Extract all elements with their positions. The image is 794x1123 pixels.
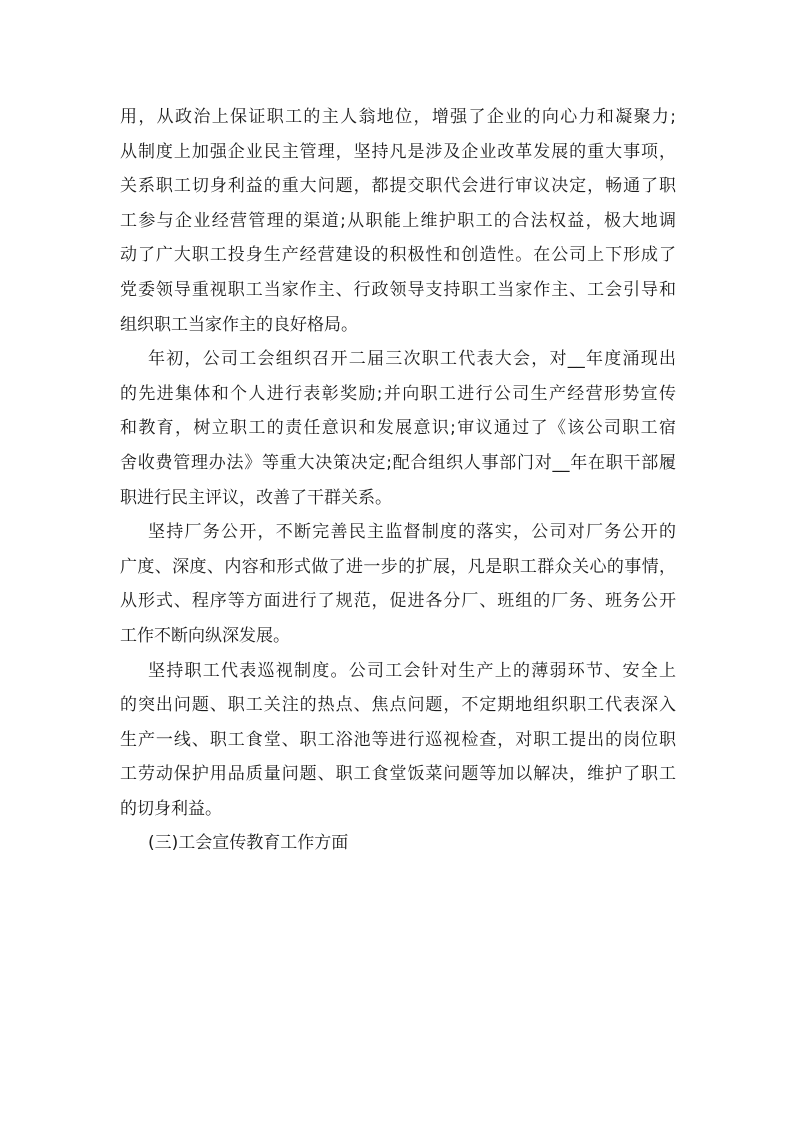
paragraph-1 xyxy=(120,100,676,342)
text-line: 工参与企业经营管理的渠道;从职能上维护职工的合法权益，极大地调 xyxy=(120,210,676,231)
paragraph-2 xyxy=(120,342,676,514)
text-line: 生产一线、职工食堂、职工浴池等进行巡视检查，对职工提出的岗位职 xyxy=(120,729,676,750)
text-line: 的先进集体和个人进行表彰奖励;并向职工进行公司生产经营形势宣传 xyxy=(120,383,676,404)
text-line: 和教育，树立职工的责任意识和发展意识;审议通过了《该公司职工宿 xyxy=(120,418,676,439)
text-line: 职进行民主评议，改善了干群关系。 xyxy=(120,487,392,508)
text-line: 的突出问题、职工关注的热点、焦点问题，不定期地组织职工代表深入 xyxy=(120,695,676,716)
text-line: 组织职工当家作主的良好格局。 xyxy=(120,314,358,335)
document-body xyxy=(120,100,676,861)
text-line: 工作不断向纵深发展。 xyxy=(120,625,290,646)
text-line: 用，从政治上保证职工的主人翁地位，增强了企业的向心力和凝聚力; xyxy=(120,107,676,127)
text-line: 广度、深度、内容和形式做了进一步的扩展，凡是职工群众关心的事情， xyxy=(120,556,676,577)
text-line: 动了广大职工投身生产经营建设的积极性和创造性。在公司上下形成了 xyxy=(120,245,676,266)
paragraph-4 xyxy=(120,654,676,826)
text-line: 坚持职工代表巡视制度。公司工会针对生产上的薄弱环节、安全上 xyxy=(148,660,676,681)
text-line: 坚持厂务公开，不断完善民主监督制度的落实，公司对厂务公开的 xyxy=(148,522,676,543)
section-heading xyxy=(120,826,676,860)
text-line: 从形式、程序等方面进行了规范，促进各分厂、班组的厂务、班务公开 xyxy=(120,591,676,612)
paragraph-3 xyxy=(120,515,676,653)
text-line: 从制度上加强企业民主管理，坚持凡是涉及企业改革发展的重大事项， xyxy=(120,141,676,162)
section-heading-text: (三)工会宣传教育工作方面 xyxy=(148,833,349,854)
text-line: 年初，公司工会组织召开二届三次职工代表大会，对__年度涌现出 xyxy=(148,349,676,370)
text-line: 舍收费管理办法》等重大决策决定;配合组织人事部门对__年在职干部履 xyxy=(120,452,676,473)
text-line: 党委领导重视职工当家作主、行政领导支持职工当家作主、工会引导和 xyxy=(120,279,676,300)
text-line: 关系职工切身利益的重大问题，都提交职代会进行审议决定，畅通了职 xyxy=(120,176,676,197)
text-line: 工劳动保护用品质量问题、职工食堂饭菜问题等加以解决，维护了职工 xyxy=(120,764,676,785)
text-line: 的切身利益。 xyxy=(120,798,222,819)
